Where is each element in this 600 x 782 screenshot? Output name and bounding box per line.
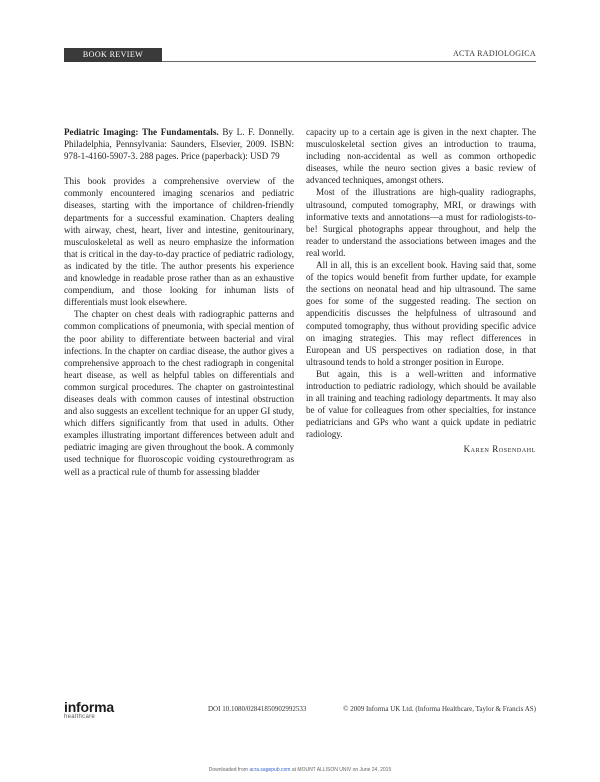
download-link[interactable]: acra.sagepub.com <box>249 767 291 773</box>
download-notice <box>0 767 600 773</box>
book-details: By L. F. Donnelly. Philadelphia, Pennsylvania: Saunders, Elsevier, 2009. ISBN: 978-1-4160-5907-3. 288 pages. Price (paperback): USD 79 <box>64 127 294 162</box>
paragraph: capacity up to a certain age is given in the next chapter. The musculoskeletal section gives an introduction to trauma, including non-accidental as well as common orthopedic diseases, while the neuro section gives a basic review of advanced techniques, amongst others. <box>306 127 536 186</box>
doi: DOI 10.1080/02841850902992533 <box>208 705 307 713</box>
running-header <box>64 48 536 62</box>
citation-gap <box>64 162 294 175</box>
paragraph: Most of the illustrations are high-quality radiographs, ultrasound, computed tomography, MRI, or drawings with informative texts and annotations—a must for radiologists-to-be! Surgical photographs appear throughout, and help the reader to understand the associations between images and the real world. <box>306 187 536 258</box>
paragraph: All in all, this is an excellent book. Having said that, some of the topics would benefit from further update, for example the sections on neonatal head and hip ultrasound. The same goes for some of the suggested reading. The section on appendicitis discusses the helpfulness of ultrasound and computed tomography, thus without providing specific advice on imaging strategies. This may reflect differences in European and US perspectives on radiation dose, in that ultrasound tends to hold a stronger position in Europe. <box>306 260 536 367</box>
download-suffix: at MOUNT ALLISON UNIV on June 24, 2015 <box>290 767 392 773</box>
book-title: Pediatric Imaging: The Fundamentals. <box>64 127 219 137</box>
copyright: © 2009 Informa UK Ltd. (Informa Healthcare, Taylor & Francis AS) <box>343 705 536 713</box>
logo-wordmark: informa <box>64 699 114 715</box>
right-column <box>306 126 536 440</box>
paragraph: But again, this is a well-written and informative introduction to pediatric radiology, which should be available in all training and teaching radiology departments. It may also be of value for colleagues from other specialties, for instance pediatricians and GPs who want a quick update in pediatric radiology. <box>306 368 536 440</box>
publisher-logo <box>64 700 114 721</box>
journal-name: ACTA RADIOLOGICA <box>452 49 536 58</box>
left-column <box>64 126 294 478</box>
book-citation <box>64 126 294 162</box>
header-rule <box>162 61 536 62</box>
reviewer-name: Karen Rosendahl <box>463 444 536 454</box>
paragraph: This book provides a comprehensive overview of the commonly encountered imaging scenarios and pediatric diseases, starting with the importance of children-friendly departments for a successful examination. Chapters dealing with airway, chest, heart, liver and intestine, genitourinary, musculoskeletal as well as neuro emphasize the information that is critical in the day-to-day practice of pediatric radiology, as indicated by the title. The author presents his experience and knowledge in readable prose rather than as an exhaustive compendium, and those looking for inhuman lists of differentials must look elsewhere. <box>64 176 294 308</box>
logo-subtitle: healthcare <box>64 714 96 720</box>
section-tag: BOOK REVIEW <box>64 48 162 62</box>
download-prefix: Downloaded from <box>208 767 250 773</box>
paragraph: The chapter on chest deals with radiographic patterns and common complications of pneumonia, with special mention of the poor ability to differentiate between bacterial and viral infections. In the chapter on cardiac disease, the author gives a comprehensive approach to the chest radiograph in congenital heart disease, as well as helpful tables on differentials and common surgical procedures. The chapter on gastrointestinal diseases deals with common causes of intestinal obstruction and also suggests an excellent technique for an upper GI study, which differs significantly from that used in adults. Other examples illustrating important differences between adult and pediatric imaging are given throughout the book. A commonly used technique for fluoroscopic voiding cystourethrogram as well as a practical rule of thumb for assessing bladder <box>64 309 294 477</box>
